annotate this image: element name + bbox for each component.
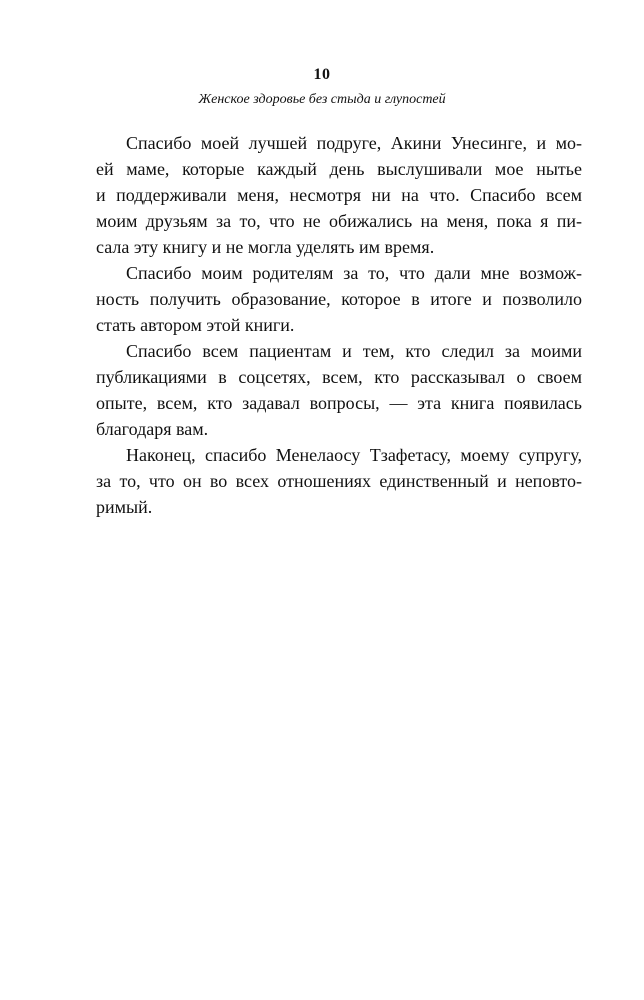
running-head: Женское здоровье без стыда и глупостей <box>198 92 446 107</box>
paragraph <box>96 130 582 260</box>
text-line: опыте, всем, кто задавал вопросы, — эта книга появилась <box>96 393 582 413</box>
paragraph <box>96 442 582 520</box>
body-text <box>96 130 582 520</box>
text-line: сала эту книгу и не могла уделять им время. <box>96 237 435 257</box>
paragraph <box>96 338 582 442</box>
paragraph <box>96 260 582 338</box>
text-line: ей маме, которые каждый день выслушивали мое нытье <box>96 159 582 179</box>
text-line: стать автором этой книги. <box>96 315 295 335</box>
text-line: ность получить образование, которое в итоге и позволило <box>96 289 582 309</box>
text-line: Наконец, спасибо Менелаосу Тзафетасу, моему супругу, <box>126 445 582 465</box>
text-line: благодаря вам. <box>96 419 209 439</box>
text-line: римый. <box>96 497 153 517</box>
text-line: Спасибо моей лучшей подруге, Акини Унесинге, и мо- <box>126 133 582 153</box>
text-line: Спасибо всем пациентам и тем, кто следил за моими <box>126 341 582 361</box>
text-line: и поддерживали меня, несмотря ни на что. Спасибо всем <box>96 185 582 205</box>
text-line: публикациями в соцсетях, всем, кто рассказывал о своем <box>96 367 582 387</box>
page-number: 10 <box>313 66 331 83</box>
text-line: за то, что он во всех отношениях единственный и неповто- <box>96 471 582 491</box>
text-line: моим друзьям за то, что не обижались на меня, пока я пи- <box>96 211 582 231</box>
text-line: Спасибо моим родителям за то, что дали мне возмож- <box>126 263 582 283</box>
